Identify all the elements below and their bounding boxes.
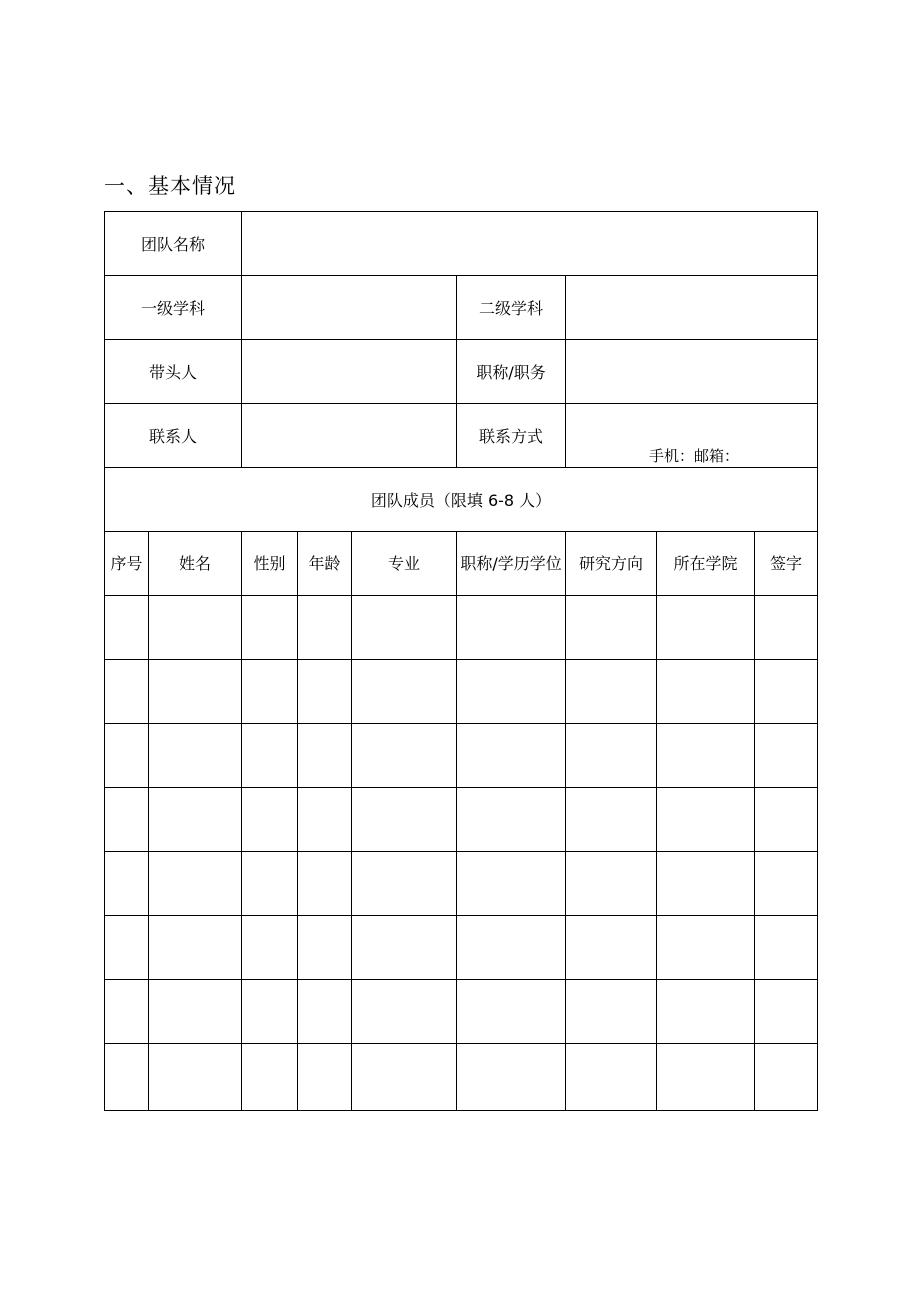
- member-name-cell[interactable]: [149, 916, 242, 980]
- table-row: [105, 788, 818, 852]
- member-age-cell[interactable]: [298, 596, 352, 660]
- member-major-cell[interactable]: [352, 596, 457, 660]
- leader-row: [105, 340, 818, 404]
- member-major-cell[interactable]: [352, 788, 457, 852]
- member-gender-cell[interactable]: [242, 1044, 298, 1111]
- member-title-degree-cell[interactable]: [457, 596, 566, 660]
- member-rows: [105, 596, 818, 1111]
- contact-person-field[interactable]: [242, 404, 457, 468]
- members-title: 团队成员（限填 6-8 人）: [105, 468, 818, 532]
- member-age-cell[interactable]: [298, 852, 352, 916]
- header-name: 姓名: [149, 532, 242, 596]
- member-index-cell[interactable]: [105, 916, 149, 980]
- member-gender-cell[interactable]: [242, 852, 298, 916]
- member-name-cell[interactable]: [149, 1044, 242, 1111]
- team-name-field[interactable]: [242, 212, 818, 276]
- member-index-cell[interactable]: [105, 724, 149, 788]
- table-row: [105, 980, 818, 1044]
- member-name-cell[interactable]: [149, 596, 242, 660]
- contact-person-label: 联系人: [105, 404, 242, 468]
- primary-discipline-field[interactable]: [242, 276, 457, 340]
- contact-row: [105, 404, 818, 468]
- table-row: [105, 1044, 818, 1111]
- member-major-cell[interactable]: [352, 852, 457, 916]
- member-index-cell[interactable]: [105, 788, 149, 852]
- member-major-cell[interactable]: [352, 660, 457, 724]
- member-signature-cell[interactable]: [755, 916, 818, 980]
- title-position-field[interactable]: [566, 340, 818, 404]
- member-research-direction-cell[interactable]: [566, 916, 657, 980]
- member-college-cell[interactable]: [657, 724, 755, 788]
- member-research-direction-cell[interactable]: [566, 852, 657, 916]
- member-signature-cell[interactable]: [755, 596, 818, 660]
- member-research-direction-cell[interactable]: [566, 660, 657, 724]
- secondary-discipline-label: 二级学科: [457, 276, 566, 340]
- header-index: 序号: [105, 532, 149, 596]
- member-name-cell[interactable]: [149, 724, 242, 788]
- member-index-cell[interactable]: [105, 852, 149, 916]
- contact-method-label: 联系方式: [457, 404, 566, 468]
- member-age-cell[interactable]: [298, 980, 352, 1044]
- member-title-degree-cell[interactable]: [457, 852, 566, 916]
- members-title-row: [105, 468, 818, 532]
- primary-discipline-label: 一级学科: [105, 276, 242, 340]
- member-college-cell[interactable]: [657, 916, 755, 980]
- header-title-degree: 职称/学历学位: [457, 532, 566, 596]
- member-age-cell[interactable]: [298, 660, 352, 724]
- member-index-cell[interactable]: [105, 1044, 149, 1111]
- team-name-label: 团队名称: [105, 212, 242, 276]
- header-research-direction: 研究方向: [566, 532, 657, 596]
- header-age: 年龄: [298, 532, 352, 596]
- header-major: 专业: [352, 532, 457, 596]
- member-name-cell[interactable]: [149, 980, 242, 1044]
- member-age-cell[interactable]: [298, 724, 352, 788]
- member-research-direction-cell[interactable]: [566, 596, 657, 660]
- member-age-cell[interactable]: [298, 788, 352, 852]
- member-research-direction-cell[interactable]: [566, 1044, 657, 1111]
- member-research-direction-cell[interactable]: [566, 724, 657, 788]
- header-gender: 性别: [242, 532, 298, 596]
- member-signature-cell[interactable]: [755, 852, 818, 916]
- member-gender-cell[interactable]: [242, 660, 298, 724]
- member-name-cell[interactable]: [149, 788, 242, 852]
- member-college-cell[interactable]: [657, 1044, 755, 1111]
- member-index-cell[interactable]: [105, 980, 149, 1044]
- member-signature-cell[interactable]: [755, 788, 818, 852]
- table-row: [105, 852, 818, 916]
- member-index-cell[interactable]: [105, 660, 149, 724]
- member-gender-cell[interactable]: [242, 788, 298, 852]
- discipline-row: [105, 276, 818, 340]
- basic-info-table: [104, 211, 818, 1111]
- title-position-label: 职称/职务: [457, 340, 566, 404]
- header-college: 所在学院: [657, 532, 755, 596]
- member-college-cell[interactable]: [657, 980, 755, 1044]
- member-college-cell[interactable]: [657, 596, 755, 660]
- member-title-degree-cell[interactable]: [457, 980, 566, 1044]
- contact-hint: 手机：邮箱：: [649, 447, 740, 465]
- header-signature: 签字: [755, 532, 818, 596]
- secondary-discipline-field[interactable]: [566, 276, 818, 340]
- member-signature-cell[interactable]: [755, 980, 818, 1044]
- member-gender-cell[interactable]: [242, 724, 298, 788]
- member-research-direction-cell[interactable]: [566, 788, 657, 852]
- member-major-cell[interactable]: [352, 724, 457, 788]
- table-row: [105, 660, 818, 724]
- table-row: [105, 916, 818, 980]
- member-age-cell[interactable]: [298, 1044, 352, 1111]
- member-signature-cell[interactable]: [755, 724, 818, 788]
- member-gender-cell[interactable]: [242, 980, 298, 1044]
- table-row: [105, 724, 818, 788]
- member-gender-cell[interactable]: [242, 916, 298, 980]
- member-title-degree-cell[interactable]: [457, 788, 566, 852]
- leader-label: 带头人: [105, 340, 242, 404]
- member-signature-cell[interactable]: [755, 660, 818, 724]
- member-title-degree-cell[interactable]: [457, 1044, 566, 1111]
- member-title-degree-cell[interactable]: [457, 660, 566, 724]
- member-age-cell[interactable]: [298, 916, 352, 980]
- member-college-cell[interactable]: [657, 788, 755, 852]
- members-header-row: [105, 532, 818, 596]
- member-name-cell[interactable]: [149, 660, 242, 724]
- contact-method-field[interactable]: [566, 404, 818, 468]
- team-name-row: [105, 212, 818, 276]
- member-gender-cell[interactable]: [242, 596, 298, 660]
- member-name-cell[interactable]: [149, 852, 242, 916]
- member-college-cell[interactable]: [657, 660, 755, 724]
- member-research-direction-cell[interactable]: [566, 980, 657, 1044]
- member-major-cell[interactable]: [352, 980, 457, 1044]
- member-major-cell[interactable]: [352, 1044, 457, 1111]
- table-row: [105, 596, 818, 660]
- member-title-degree-cell[interactable]: [457, 916, 566, 980]
- member-major-cell[interactable]: [352, 916, 457, 980]
- member-index-cell[interactable]: [105, 596, 149, 660]
- member-signature-cell[interactable]: [755, 1044, 818, 1111]
- member-college-cell[interactable]: [657, 852, 755, 916]
- leader-field[interactable]: [242, 340, 457, 404]
- member-title-degree-cell[interactable]: [457, 724, 566, 788]
- section-title: 一、基本情况: [104, 174, 236, 198]
